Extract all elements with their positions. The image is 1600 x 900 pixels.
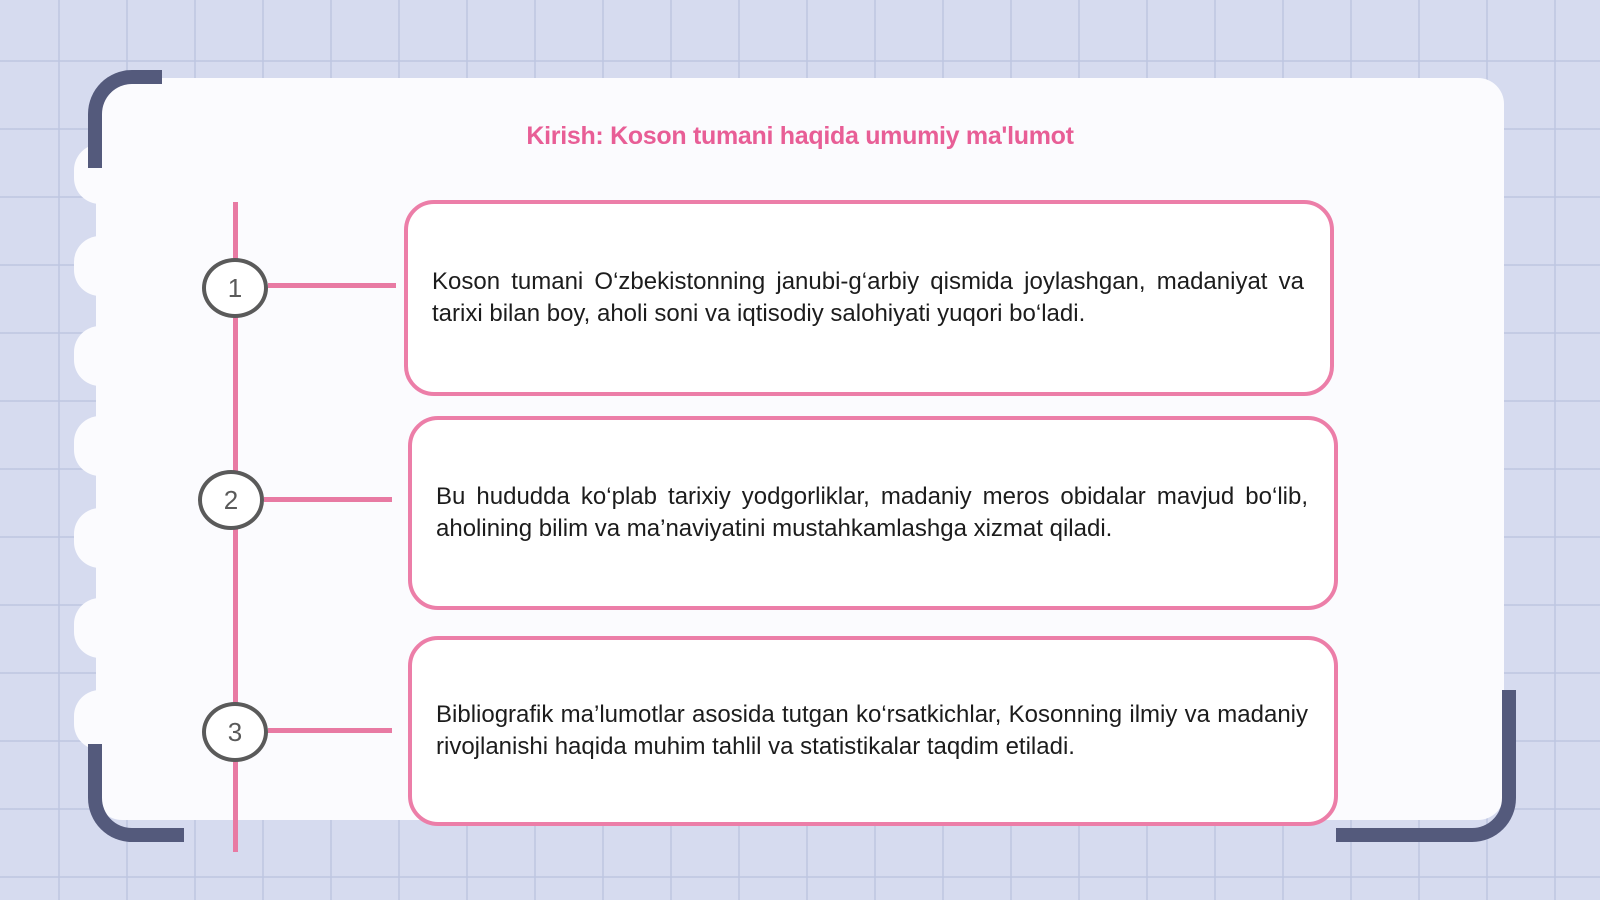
step-number-3: 3 (202, 702, 268, 762)
timeline-connector (268, 283, 396, 288)
timeline-connector (264, 497, 392, 502)
paper-scallop (74, 236, 126, 296)
timeline-card (404, 200, 1334, 396)
paper-scallop (74, 598, 126, 658)
corner-bracket-bottom-left (88, 744, 184, 842)
timeline-connector (268, 728, 392, 733)
corner-bracket-top-left (88, 70, 162, 168)
paper-scallop (74, 326, 126, 386)
step-number-1: 1 (202, 258, 268, 318)
timeline-card (408, 416, 1338, 610)
paper-scallop (74, 690, 126, 750)
card-text: Koson tumani O‘zbekistonning janubi-g‘arbiy qismida joylashgan, madaniyat va tarixi bilan boy, aholi soni va iqtisodiy salohiyati yuqori bo‘ladi. (432, 268, 1304, 327)
card-text: Bu hududda ko‘plab tarixiy yodgorliklar, madaniy meros obidalar mavjud bo‘lib, aholining bilim va ma’naviyatini mustahkamlashga xizmat qiladi. (436, 483, 1308, 542)
slide-title: Kirish: Koson tumani haqida umumiy ma'lumot (526, 122, 1074, 150)
card-text: Bibliografik ma’lumotlar asosida tutgan ko‘rsatkichlar, Kosonning ilmiy va madaniy rivojlanishi haqida muhim tahlil va statistikalar taqdim etiladi. (436, 701, 1308, 760)
paper-scallop (74, 508, 126, 568)
timeline-card (408, 636, 1338, 826)
paper-scallop (74, 416, 126, 476)
corner-bracket-bottom-right (1336, 690, 1516, 842)
step-number-2: 2 (198, 470, 264, 530)
